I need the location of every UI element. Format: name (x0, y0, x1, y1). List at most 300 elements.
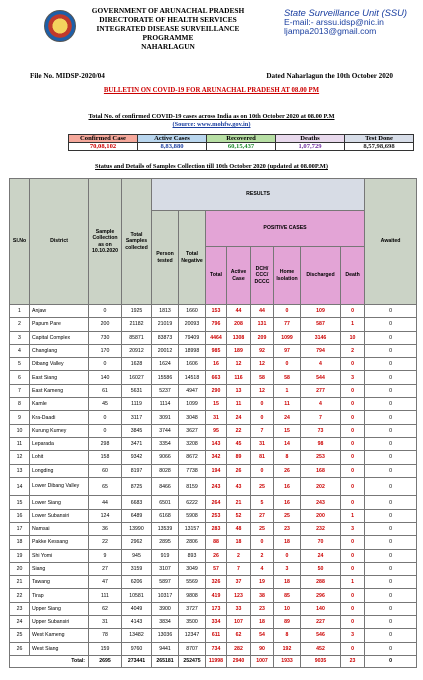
row-discharged: 168 (301, 464, 341, 477)
row-total-negative: 8159 (179, 477, 206, 496)
row-person-tested: 5237 (152, 384, 179, 397)
row-home: 3 (274, 562, 301, 575)
row-slno: 15 (10, 496, 30, 509)
row-home: 24 (274, 411, 301, 424)
table-row (10, 358, 417, 371)
row-total-negative: 12347 (179, 629, 206, 642)
india-heading: Total No. of confirmed COVID-19 cases across India as on 10th October 2020 at 08.00 P.M (88, 113, 335, 120)
row-person-tested: 10317 (152, 589, 179, 602)
row-awaited: 0 (365, 464, 417, 477)
total-cell: 273441 (122, 655, 152, 667)
row-slno: 14 (10, 477, 30, 496)
row-total-negative: 14518 (179, 371, 206, 384)
table-row (10, 629, 417, 642)
row-total-negative: 1660 (179, 305, 206, 318)
row-total-positive: 173 (206, 602, 227, 615)
row-total-samples: 3159 (122, 562, 152, 575)
row-slno: 3 (10, 331, 30, 344)
value-recovered: 60,15,437 (207, 143, 276, 151)
row-sample: 62 (89, 602, 122, 615)
table-row (10, 424, 417, 437)
row-dcch: 81 (251, 451, 274, 464)
row-active: 123 (227, 589, 251, 602)
table-row (10, 411, 417, 424)
row-home: 77 (274, 318, 301, 331)
row-active: 189 (227, 344, 251, 357)
row-active: 62 (227, 629, 251, 642)
row-death: 2 (341, 344, 365, 357)
table-row (10, 344, 417, 357)
row-death: 3 (341, 629, 365, 642)
row-total-positive: 283 (206, 522, 227, 535)
row-district: Upper Subansiri (30, 616, 89, 629)
row-dcch: 12 (251, 384, 274, 397)
row-discharged: 794 (301, 344, 341, 357)
row-dcch: 4 (251, 562, 274, 575)
row-sample: 170 (89, 344, 122, 357)
row-active: 1308 (227, 331, 251, 344)
row-dcch: 25 (251, 477, 274, 496)
row-district: Leparada (30, 437, 89, 450)
row-home: 8 (274, 451, 301, 464)
ssu-contact (284, 8, 407, 37)
org-line: GOVERNMENT OF ARUNACHAL PRADESH (91, 6, 245, 15)
row-person-tested: 21019 (152, 318, 179, 331)
summary-value-row (69, 143, 414, 151)
row-slno: 18 (10, 536, 30, 549)
row-district: East Kameng (30, 384, 89, 397)
row-home: 11 (274, 398, 301, 411)
india-source[interactable]: (Source: www.mohfw.gov.in) (172, 121, 251, 128)
row-sample: 200 (89, 318, 122, 331)
row-district: Shi Yomi (30, 549, 89, 562)
email-1[interactable]: E-mail:- arssu.idsp@nic.in (284, 16, 384, 27)
row-person-tested: 8466 (152, 477, 179, 496)
india-summary-table (68, 134, 414, 151)
row-awaited: 0 (365, 536, 417, 549)
row-dcch: 27 (251, 509, 274, 522)
row-district: Capital Complex (30, 331, 89, 344)
row-discharged: 4 (301, 358, 341, 371)
row-home: 23 (274, 522, 301, 535)
value-tests: 8,57,98,698 (345, 143, 414, 151)
label-tests: Test Done (345, 135, 414, 143)
row-discharged: 288 (301, 576, 341, 589)
totals-row (10, 655, 417, 667)
row-slno: 9 (10, 411, 30, 424)
row-sample: 0 (89, 358, 122, 371)
row-discharged: 7 (301, 411, 341, 424)
row-awaited: 0 (365, 496, 417, 509)
row-awaited: 0 (365, 451, 417, 464)
district-table (9, 178, 417, 668)
row-active: 282 (227, 642, 251, 655)
row-home: 10 (274, 602, 301, 615)
row-dcch: 0 (251, 411, 274, 424)
row-person-tested: 83873 (152, 331, 179, 344)
row-person-tested: 13539 (152, 522, 179, 535)
row-death: 0 (341, 549, 365, 562)
row-awaited: 0 (365, 318, 417, 331)
row-district: Lohit (30, 451, 89, 464)
row-total-samples: 16027 (122, 371, 152, 384)
row-total-samples: 3117 (122, 411, 152, 424)
table-row (10, 576, 417, 589)
row-total-samples: 9342 (122, 451, 152, 464)
total-cell: 265181 (152, 655, 179, 667)
row-total-positive: 253 (206, 509, 227, 522)
row-dcch: 131 (251, 318, 274, 331)
row-dcch: 38 (251, 589, 274, 602)
email-2[interactable]: ljampa2013@gmail.com (284, 26, 377, 36)
row-home: 89 (274, 616, 301, 629)
row-district: Lower Siang (30, 496, 89, 509)
row-sample: 47 (89, 576, 122, 589)
row-slno: 20 (10, 562, 30, 575)
row-person-tested: 3107 (152, 562, 179, 575)
row-person-tested: 3834 (152, 616, 179, 629)
row-discharged: 253 (301, 451, 341, 464)
value-active: 8,83,880 (138, 143, 207, 151)
table-row (10, 536, 417, 549)
row-total-samples: 3471 (122, 437, 152, 450)
row-person-tested: 13036 (152, 629, 179, 642)
row-total-negative: 3500 (179, 616, 206, 629)
row-total-samples: 13990 (122, 522, 152, 535)
row-person-tested: 3900 (152, 602, 179, 615)
row-district: Lower Subansiri (30, 509, 89, 522)
row-home: 97 (274, 344, 301, 357)
table-row (10, 318, 417, 331)
total-cell: 252475 (179, 655, 206, 667)
row-discharged: 3146 (301, 331, 341, 344)
row-active: 52 (227, 509, 251, 522)
row-awaited: 0 (365, 522, 417, 535)
row-active: 48 (227, 522, 251, 535)
row-total-positive: 88 (206, 536, 227, 549)
row-sample: 78 (89, 629, 122, 642)
row-awaited: 0 (365, 549, 417, 562)
row-dcch: 12 (251, 358, 274, 371)
row-discharged: 50 (301, 562, 341, 575)
row-total-negative: 6222 (179, 496, 206, 509)
table-row (10, 496, 417, 509)
row-person-tested: 9066 (152, 451, 179, 464)
row-active: 37 (227, 576, 251, 589)
total-cell: 1933 (274, 655, 301, 667)
row-slno: 16 (10, 509, 30, 522)
row-total-negative: 8707 (179, 642, 206, 655)
row-awaited: 0 (365, 411, 417, 424)
col-awaited: Awaited (365, 179, 417, 305)
row-person-tested: 8028 (152, 464, 179, 477)
row-awaited: 0 (365, 358, 417, 371)
table-row (10, 331, 417, 344)
row-dcch: 58 (251, 371, 274, 384)
row-person-tested: 5897 (152, 576, 179, 589)
row-slno: 5 (10, 358, 30, 371)
row-home: 0 (274, 549, 301, 562)
idsp-logo (44, 10, 76, 42)
row-death: 0 (341, 305, 365, 318)
row-district: West Siang (30, 642, 89, 655)
row-death: 0 (341, 602, 365, 615)
row-home: 18 (274, 576, 301, 589)
row-sample: 0 (89, 424, 122, 437)
col-total: Total (206, 247, 227, 305)
row-awaited: 0 (365, 589, 417, 602)
row-dcch: 5 (251, 496, 274, 509)
row-district: Longding (30, 464, 89, 477)
col-active: Active Case (227, 247, 251, 305)
row-dcch: 25 (251, 522, 274, 535)
row-district: Namsai (30, 522, 89, 535)
row-discharged: 587 (301, 318, 341, 331)
row-total-negative: 2806 (179, 536, 206, 549)
row-total-positive: 796 (206, 318, 227, 331)
row-active: 11 (227, 398, 251, 411)
india-summary-heading (0, 113, 423, 129)
row-slno: 21 (10, 576, 30, 589)
row-sample: 65 (89, 477, 122, 496)
row-home: 0 (274, 358, 301, 371)
row-death: 0 (341, 384, 365, 397)
row-total-positive: 4464 (206, 331, 227, 344)
row-total-samples: 4143 (122, 616, 152, 629)
row-awaited: 0 (365, 305, 417, 318)
status-heading: Status and Details of Samples Collection till 10th October 2020 (updated at 08.00P.M) (95, 163, 328, 170)
row-sample: 298 (89, 437, 122, 450)
table-row (10, 509, 417, 522)
row-awaited: 0 (365, 437, 417, 450)
org-line: DIRECTORATE OF HEALTH SERVICES (99, 15, 237, 24)
row-slno: 23 (10, 602, 30, 615)
row-discharged: 109 (301, 305, 341, 318)
row-awaited: 0 (365, 384, 417, 397)
row-district: Changlang (30, 344, 89, 357)
row-district: Tirap (30, 589, 89, 602)
row-active: 116 (227, 371, 251, 384)
row-death: 0 (341, 616, 365, 629)
row-person-tested: 1624 (152, 358, 179, 371)
row-dcch: 0 (251, 464, 274, 477)
row-total-negative: 3727 (179, 602, 206, 615)
row-total-negative: 79409 (179, 331, 206, 344)
row-active: 24 (227, 411, 251, 424)
row-total-positive: 31 (206, 411, 227, 424)
row-district: Pakke Kessang (30, 536, 89, 549)
totals-label: Total: (10, 655, 89, 667)
row-total-positive: 243 (206, 477, 227, 496)
row-death: 1 (341, 318, 365, 331)
row-slno: 6 (10, 371, 30, 384)
row-total-negative: 8672 (179, 451, 206, 464)
row-total-samples: 4049 (122, 602, 152, 615)
row-person-tested: 15586 (152, 371, 179, 384)
row-death: 0 (341, 464, 365, 477)
row-total-positive: 342 (206, 451, 227, 464)
row-sample: 0 (89, 305, 122, 318)
row-total-negative: 3627 (179, 424, 206, 437)
row-slno: 1 (10, 305, 30, 318)
row-total-negative: 1099 (179, 398, 206, 411)
row-district: Anjaw (30, 305, 89, 318)
row-death: 0 (341, 477, 365, 496)
row-dcch: 18 (251, 616, 274, 629)
org-line: NAHARLAGUN (141, 42, 195, 51)
row-district: West Kameng (30, 629, 89, 642)
row-total-negative: 4947 (179, 384, 206, 397)
row-total-negative: 5908 (179, 509, 206, 522)
table-row (10, 602, 417, 615)
row-sample: 27 (89, 562, 122, 575)
row-awaited: 0 (365, 576, 417, 589)
row-dcch: 209 (251, 331, 274, 344)
row-active: 22 (227, 424, 251, 437)
row-active: 26 (227, 464, 251, 477)
total-cell: 9035 (301, 655, 341, 667)
row-discharged: 232 (301, 522, 341, 535)
row-total-negative: 9808 (179, 589, 206, 602)
row-district: Dibang Valley (30, 358, 89, 371)
row-total-negative: 3208 (179, 437, 206, 450)
row-total-negative: 13157 (179, 522, 206, 535)
row-home: 16 (274, 496, 301, 509)
row-sample: 158 (89, 451, 122, 464)
row-awaited: 0 (365, 331, 417, 344)
row-awaited: 0 (365, 642, 417, 655)
row-total-positive: 95 (206, 424, 227, 437)
row-awaited: 0 (365, 424, 417, 437)
row-total-samples: 1925 (122, 305, 152, 318)
row-home: 15 (274, 424, 301, 437)
row-person-tested: 6501 (152, 496, 179, 509)
row-total-samples: 9760 (122, 642, 152, 655)
col-person-tested: Person tested (152, 211, 179, 305)
row-awaited: 0 (365, 344, 417, 357)
col-results: RESULTS (152, 179, 365, 211)
row-total-samples: 1628 (122, 358, 152, 371)
row-awaited: 0 (365, 509, 417, 522)
table-row (10, 464, 417, 477)
row-district: Siang (30, 562, 89, 575)
row-death: 0 (341, 451, 365, 464)
total-cell: 11998 (206, 655, 227, 667)
row-home: 192 (274, 642, 301, 655)
value-confirmed: 70,08,102 (69, 143, 138, 151)
row-total-samples: 85871 (122, 331, 152, 344)
row-dcch: 0 (251, 398, 274, 411)
row-dcch: 0 (251, 536, 274, 549)
row-sample: 730 (89, 331, 122, 344)
row-total-positive: 57 (206, 562, 227, 575)
label-recovered: Recovered (207, 135, 276, 143)
row-total-positive: 16 (206, 358, 227, 371)
row-slno: 12 (10, 451, 30, 464)
row-sample: 22 (89, 536, 122, 549)
file-number: File No. MIDSP-2020/04 (30, 72, 105, 80)
row-person-tested: 3744 (152, 424, 179, 437)
row-dcch: 2 (251, 549, 274, 562)
row-sample: 61 (89, 384, 122, 397)
row-total-positive: 290 (206, 384, 227, 397)
total-cell: 1007 (251, 655, 274, 667)
row-home: 8 (274, 629, 301, 642)
row-discharged: 546 (301, 629, 341, 642)
row-total-positive: 264 (206, 496, 227, 509)
row-total-positive: 26 (206, 549, 227, 562)
row-total-positive: 153 (206, 305, 227, 318)
letterhead (0, 6, 423, 54)
table-row (10, 384, 417, 397)
row-total-negative: 893 (179, 549, 206, 562)
row-slno: 11 (10, 437, 30, 450)
row-awaited: 0 (365, 371, 417, 384)
row-sample: 9 (89, 549, 122, 562)
row-dcch: 31 (251, 437, 274, 450)
row-sample: 45 (89, 398, 122, 411)
row-home: 25 (274, 509, 301, 522)
row-slno: 4 (10, 344, 30, 357)
row-active: 33 (227, 602, 251, 615)
row-home: 58 (274, 371, 301, 384)
row-discharged: 24 (301, 549, 341, 562)
row-total-negative: 20093 (179, 318, 206, 331)
row-slno: 2 (10, 318, 30, 331)
row-dcch: 23 (251, 602, 274, 615)
table-row (10, 477, 417, 496)
row-total-samples: 20912 (122, 344, 152, 357)
ssu-title: State Surveillance Unit (SSU) (284, 7, 407, 18)
table-row (10, 371, 417, 384)
row-total-negative: 18998 (179, 344, 206, 357)
row-district: Tawang (30, 576, 89, 589)
row-total-samples: 21182 (122, 318, 152, 331)
row-person-tested: 1114 (152, 398, 179, 411)
col-slno: Sl.No (10, 179, 30, 305)
row-home: 26 (274, 464, 301, 477)
table-row (10, 398, 417, 411)
row-home: 85 (274, 589, 301, 602)
row-discharged: 227 (301, 616, 341, 629)
row-person-tested: 9441 (152, 642, 179, 655)
row-total-samples: 3845 (122, 424, 152, 437)
row-person-tested: 919 (152, 549, 179, 562)
row-sample: 0 (89, 411, 122, 424)
value-deaths: 1,07,729 (276, 143, 345, 151)
row-death: 0 (341, 642, 365, 655)
table-row (10, 451, 417, 464)
row-slno: 13 (10, 464, 30, 477)
row-slno: 10 (10, 424, 30, 437)
row-sample: 60 (89, 464, 122, 477)
row-slno: 8 (10, 398, 30, 411)
row-total-samples: 8725 (122, 477, 152, 496)
table-row (10, 642, 417, 655)
row-total-negative: 7738 (179, 464, 206, 477)
bulletin-title: BULLETIN ON COVID-19 FOR ARUNACHAL PRADESH AT 08.00 PM (103, 87, 320, 94)
col-dcch: DCH/ CCC/ DCCC (251, 247, 274, 305)
row-total-samples: 945 (122, 549, 152, 562)
total-cell: 2695 (89, 655, 122, 667)
row-discharged: 140 (301, 602, 341, 615)
row-dcch: 7 (251, 424, 274, 437)
col-district: District (30, 179, 89, 305)
row-active: 12 (227, 358, 251, 371)
row-death: 10 (341, 331, 365, 344)
row-death: 0 (341, 589, 365, 602)
row-active: 208 (227, 318, 251, 331)
